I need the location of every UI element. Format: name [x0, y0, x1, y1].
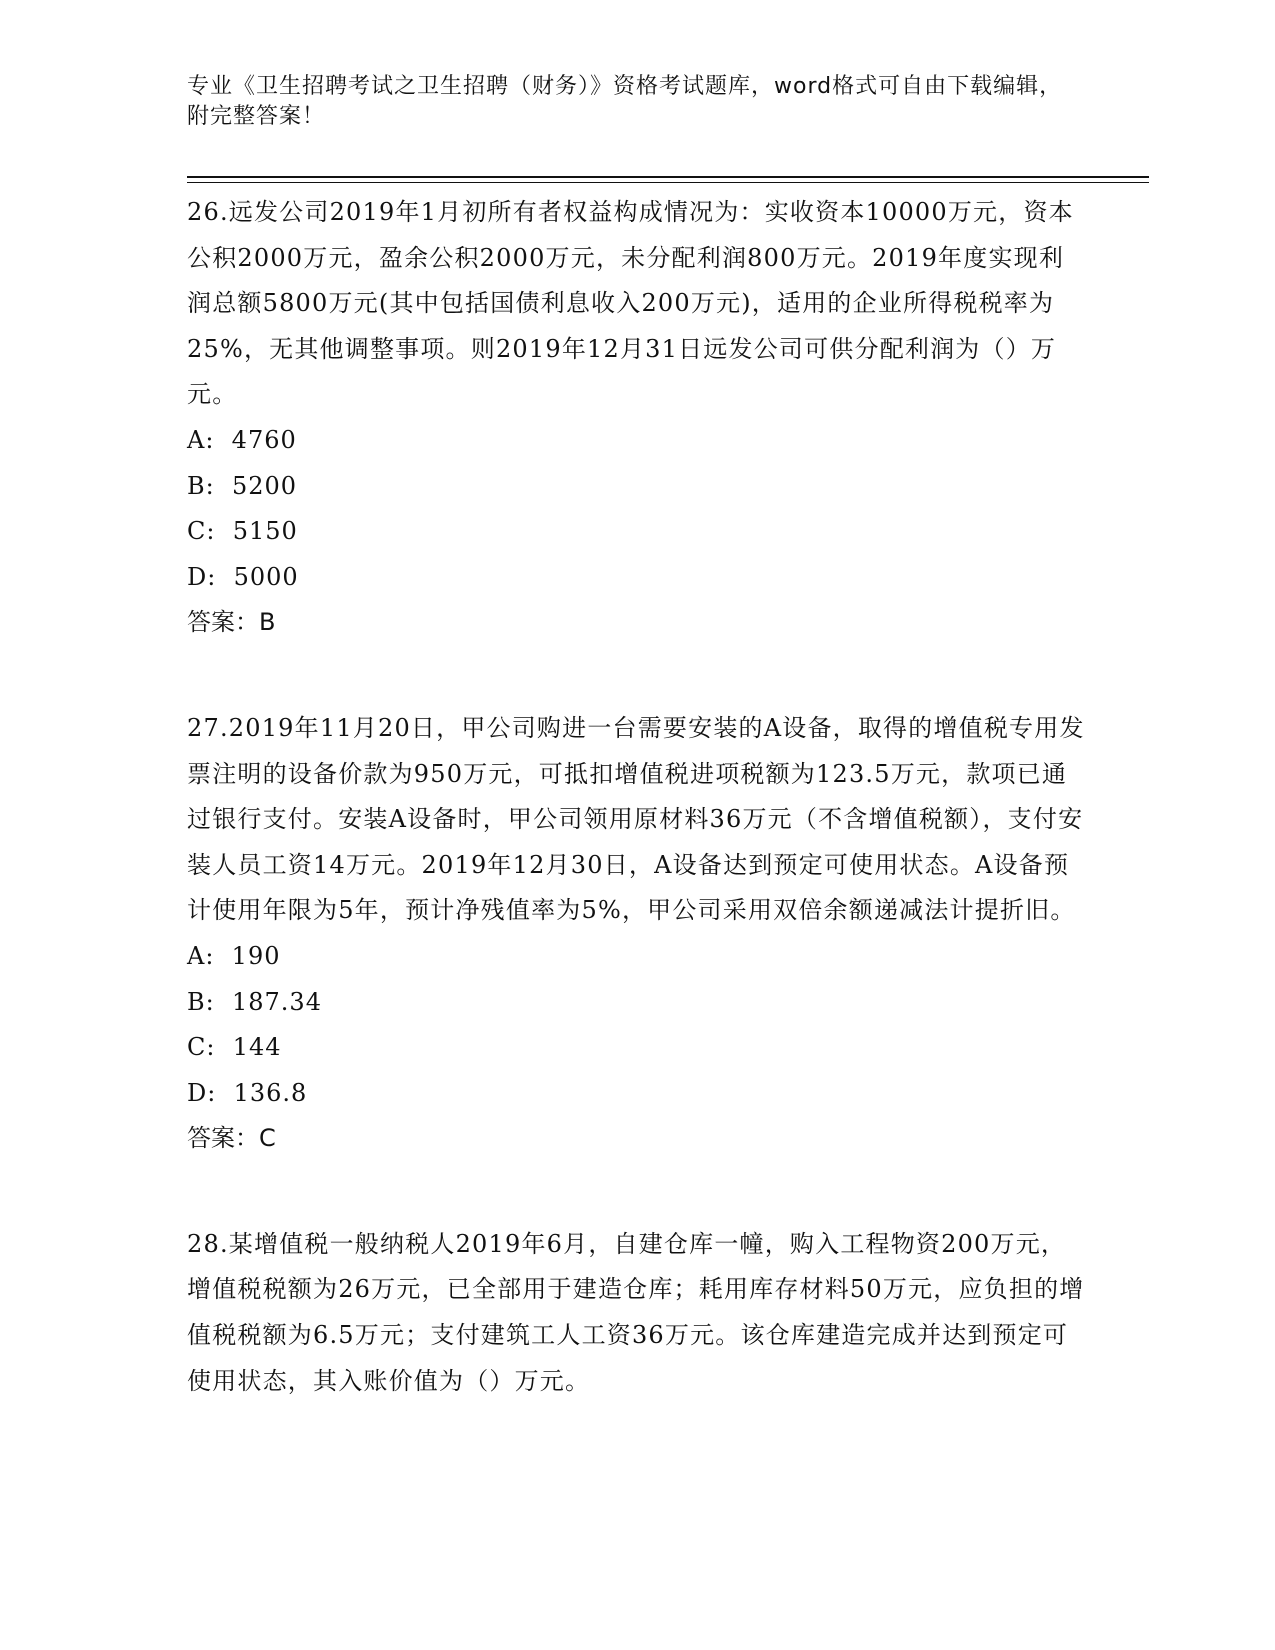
question-27	[187, 706, 1087, 1162]
question-text: 28.某增值税一般纳税人2019年6月，自建仓库一幢，购入工程物资200万元，增值税税额为26万元，已全部用于建造仓库；耗用库存材料50万元，应负担的增值税税额为6.5万元；支付建筑工人工资36万元。该仓库建造完成并达到预定可使用状态，其入账价值为（）万元。	[187, 1229, 1085, 1395]
header-divider-thin	[187, 182, 1149, 183]
option-a: A: 190	[187, 941, 281, 970]
answer: 答案：C	[187, 1124, 276, 1153]
option-d: D: 136.8	[187, 1078, 308, 1107]
option-a: A: 4760	[187, 425, 297, 454]
option-d: D: 5000	[187, 562, 299, 591]
header-divider-thick	[187, 176, 1149, 178]
question-26	[187, 190, 1087, 646]
spacer	[187, 646, 1087, 706]
spacer	[187, 1162, 1087, 1222]
option-b: B: 187.34	[187, 987, 322, 1016]
question-list	[187, 190, 1087, 1404]
option-b: B: 5200	[187, 471, 298, 500]
answer: 答案：B	[187, 608, 276, 637]
question-28	[187, 1222, 1087, 1404]
option-c: C: 5150	[187, 517, 298, 546]
document-header: 专业《卫生招聘考试之卫生招聘（财务）》资格考试题库，word格式可自由下载编辑，附完整答案！	[187, 74, 1063, 129]
question-text: 27.2019年11月20日，甲公司购进一台需要安装的A设备，取得的增值税专用发票注明的设备价款为950万元，可抵扣增值税进项税额为123.5万元，款项已通过银行支付。安装A设备时，甲公司领用原材料36万元（不含增值税额），支付安装人员工资14万元。2019年12月30日，A设备达到预定可使用状态。A设备预计使用年限为5年，预计净残值率为5%，甲公司采用双倍余额递减法计提折旧。	[187, 713, 1085, 925]
option-c: C: 144	[187, 1033, 282, 1062]
question-text: 26.远发公司2019年1月初所有者权益构成情况为：实收资本10000万元，资本公积2000万元，盈余公积2000万元，未分配利润800万元。2019年度实现利润总额5800万元(其中包括国债利息收入200万元)，适用的企业所得税税率为25%，无其他调整事项。则2019年12月31日远发公司可供分配利润为（）万元。	[187, 198, 1074, 409]
